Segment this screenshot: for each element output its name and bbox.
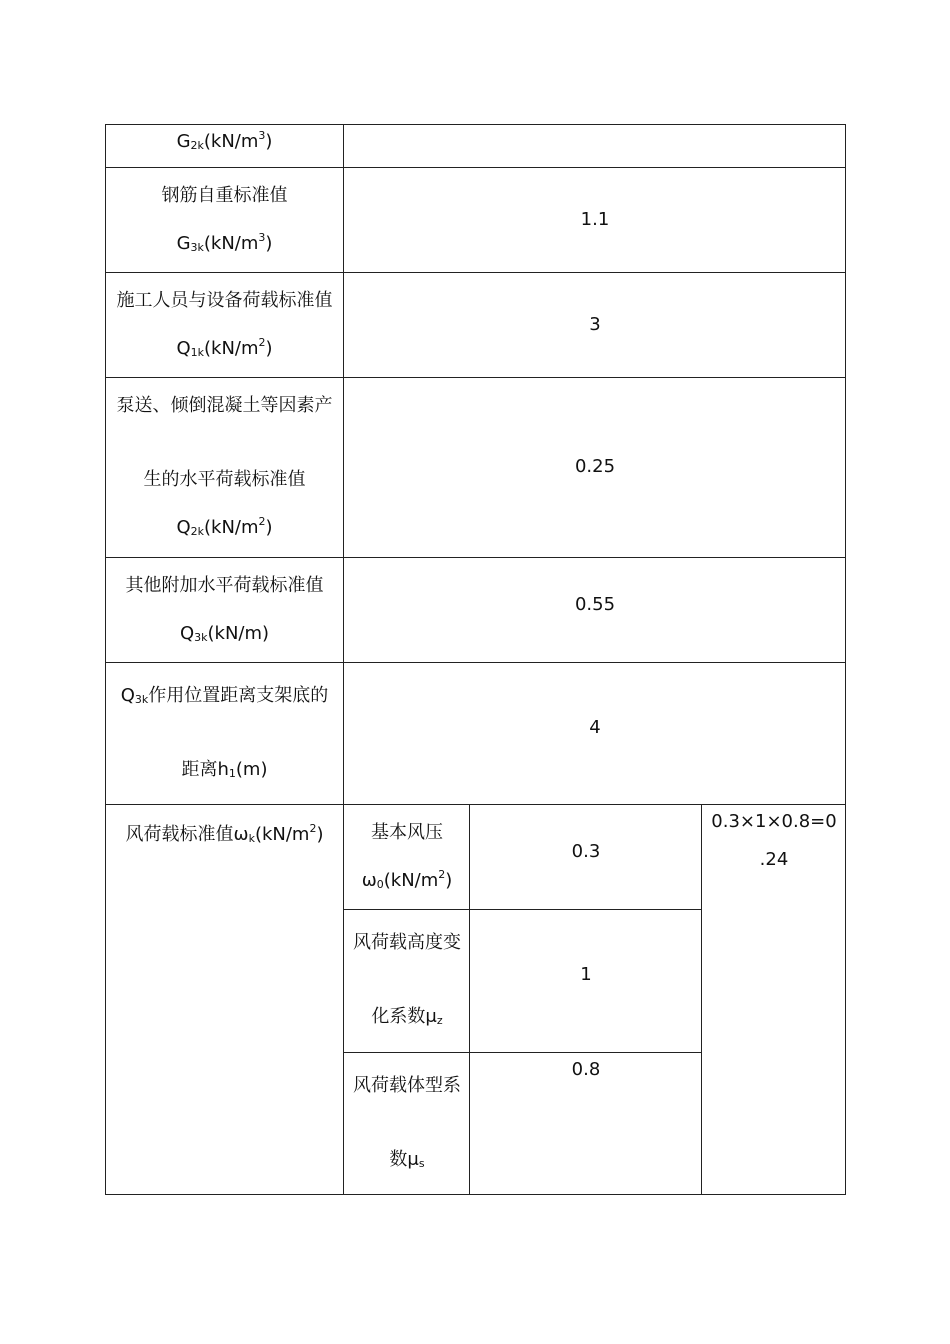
label-line: 风荷载标准值$\omega_k(kN/m^2)$ xyxy=(125,822,324,845)
label-line: $Q_{1k}(kN/m^2)$ xyxy=(176,335,273,359)
row-label xyxy=(105,662,344,804)
wind-sub-label xyxy=(344,909,470,1051)
table-border xyxy=(105,1194,846,1195)
label-line: $G_{2k}(kN/m^3)$ xyxy=(176,129,273,152)
label-line: 生的水平荷载标准值 xyxy=(143,469,306,490)
row-label xyxy=(105,272,344,377)
row-label xyxy=(105,167,344,272)
label-line: 化系数$\mu_z$ xyxy=(371,1006,443,1027)
label-line: $Q_{2k}(kN/m^2)$ xyxy=(176,515,273,538)
row-label xyxy=(105,557,344,662)
wind-result xyxy=(702,813,846,869)
label-line: $\omega_0(kN/m^2)$ xyxy=(361,867,453,891)
label-line: 风荷载高度变 xyxy=(353,932,461,953)
label-line: 泵送、倾倒混凝土等因素产 xyxy=(116,395,333,416)
wind-sub-label xyxy=(344,1052,470,1194)
label-line: $Q_{3k}$作用位置距离支架底的 xyxy=(120,685,329,706)
wind-result-line: .24 xyxy=(759,849,789,870)
row-value xyxy=(344,124,846,167)
wind-sub-value: 1 xyxy=(580,964,592,985)
row-label xyxy=(105,124,344,160)
wind-sub-value: 0.8 xyxy=(571,1059,601,1080)
row-value: 1.1 xyxy=(580,208,610,230)
wind-result-line: 0.3×1×0.8=0 xyxy=(711,811,837,832)
row-value: 4 xyxy=(589,717,601,738)
row-value: 0.55 xyxy=(574,594,616,615)
label-line: 风荷载体型系 xyxy=(353,1075,461,1096)
label-line: 距离$h_1(m)$ xyxy=(181,759,268,780)
label-line: 钢筋自重标准值 xyxy=(161,184,288,206)
label-line: 数$\mu_s$ xyxy=(389,1149,425,1170)
label-line: $G_{3k}(kN/m^3)$ xyxy=(176,230,273,254)
wind-load-label xyxy=(105,822,344,845)
label-line: 其他附加水平荷载标准值 xyxy=(125,574,324,596)
row-value: 0.25 xyxy=(574,456,616,477)
row-value: 3 xyxy=(589,313,601,335)
label-line: $Q_{3k}(kN/m)$ xyxy=(179,622,270,644)
label-line: 施工人员与设备荷载标准值 xyxy=(116,289,333,311)
wind-sub-value: 0.3 xyxy=(571,841,601,862)
label-line: 基本风压 xyxy=(371,821,443,843)
row-label xyxy=(105,377,344,557)
wind-sub-label xyxy=(344,804,470,909)
load-parameters-table xyxy=(105,124,846,1195)
